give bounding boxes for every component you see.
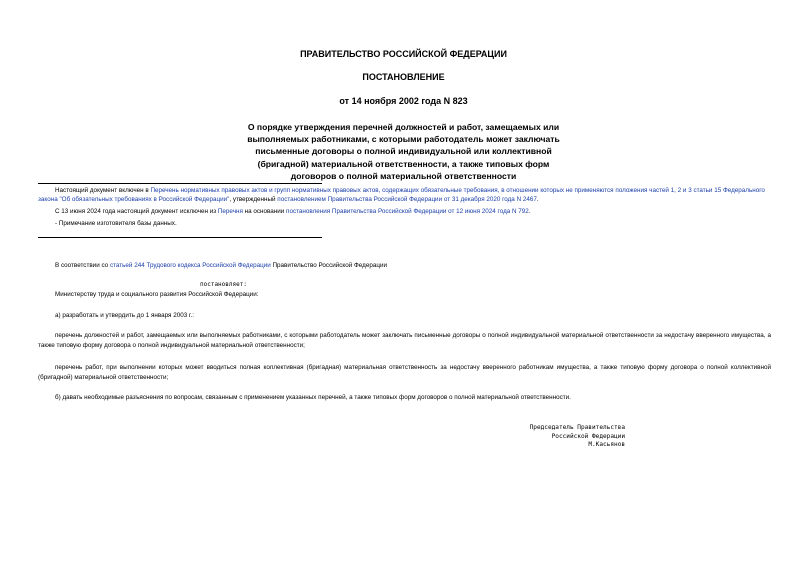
note-text: . xyxy=(528,208,531,215)
title-line: (бригадной) материальной ответственности, а также типовых форм xyxy=(257,158,550,169)
intro-paragraph xyxy=(38,261,771,271)
labor-code-article-244-link[interactable]: статьей 244 Трудового кодекса Российской Федерации xyxy=(109,262,271,269)
date-number-heading: от 14 ноября 2002 года N 823 xyxy=(339,96,468,106)
signature-block xyxy=(530,424,625,450)
list-link[interactable]: Перечень нормативных правовых актов и групп нормативных правовых актов, содержащих обязательные требования, в отношении которых не применяются положения частей 1, 2 и 3 статьи 15 Федерального закона "Об обязательных требованиях в Российской Федерации" xyxy=(38,187,765,203)
note-paragraph-exclusion xyxy=(38,207,771,216)
note-top-divider xyxy=(38,183,322,184)
signature-name: М.Касьянов xyxy=(588,441,625,449)
ministry-paragraph: Министерству труда и социального развития Российской Федерации: xyxy=(55,291,259,298)
title-line: договоров о полной материальной ответственности xyxy=(290,170,517,181)
note-text: на основании xyxy=(242,208,287,215)
title-line: О порядке утверждения перечней должностей и работ, замещаемых или xyxy=(247,122,560,132)
title-line: письменные договоры о полной индивидуальной или коллективной xyxy=(255,146,552,157)
note-text: Настоящий документ включен в xyxy=(55,187,151,194)
intro-text: Правительство Российской Федерации xyxy=(270,262,387,269)
title-line: выполняемых работниками, с которыми работодатель может заключать xyxy=(247,134,560,145)
decree-word: постановляет: xyxy=(200,281,247,288)
government-heading: ПРАВИТЕЛЬСТВО РОССИЙСКОЙ ФЕДЕРАЦИИ xyxy=(300,49,507,59)
item-b-paragraph: б) давать необходимые разъяснения по вопросам, связанным с применением указанных перечней, а также типовых форм договоров о полной материальной ответственности. xyxy=(55,394,571,401)
note-text: , утвержденный xyxy=(229,196,278,203)
note-paragraph-producer: - Примечание изготовителя базы данных. xyxy=(55,220,177,227)
item-a1-paragraph: перечень должностей и работ, замещаемых или выполняемых работниками, с которыми работодатель может заключать письменные договоры о полной индивидуальной материальной ответственности за недостачу вверенного имущества, а также типовую форму договора о полной индивидуальной материальной ответственности; xyxy=(38,332,771,349)
signature-country: Российской Федерации xyxy=(551,432,625,440)
signature-position: Председатель Правительства xyxy=(529,424,625,431)
note-bottom-divider xyxy=(38,237,322,238)
document-title xyxy=(200,121,607,182)
document-type-heading: ПОСТАНОВЛЕНИЕ xyxy=(362,72,445,82)
resolution-792-link[interactable]: постановления Правительства Российской Федерации от 12 июня 2024 года N 792 xyxy=(286,208,529,215)
note-text: С 13 июня 2024 года настоящий документ исключен из xyxy=(55,208,218,215)
item-a-paragraph: а) разработать и утвердить до 1 января 2003 г.: xyxy=(55,312,194,319)
editorial-note xyxy=(38,186,771,228)
note-text: . xyxy=(536,196,539,203)
note-paragraph-inclusion xyxy=(38,186,771,204)
resolution-2467-link[interactable]: постановлением Правительства Российской Федерации от 31 декабря 2020 года N 2467 xyxy=(277,196,537,203)
list-short-link[interactable]: Перечня xyxy=(217,208,243,215)
intro-text: В соответствии со xyxy=(55,262,110,269)
item-a2-paragraph: перечень работ, при выполнении которых может вводиться полная коллективная (бригадная) материальная ответственность за недостачу вверенного работникам имущества, а также типовую форму договора о полной коллективной (бригадной) материальной ответственности; xyxy=(38,364,771,381)
